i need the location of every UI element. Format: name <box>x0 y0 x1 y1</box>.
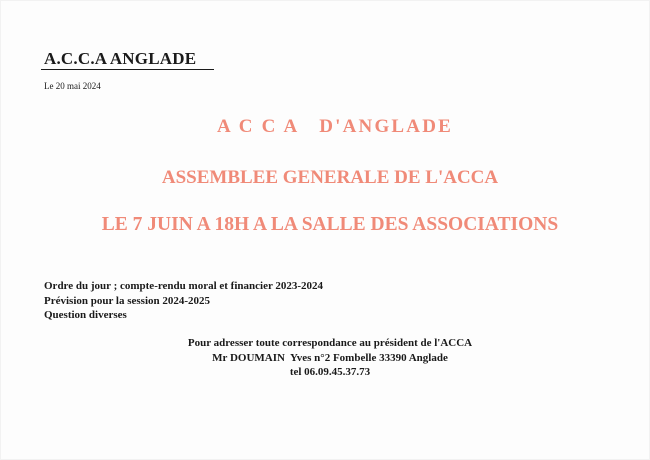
announcement-event: LE 7 JUIN A 18H A LA SALLE DES ASSOCIATIONS <box>101 214 559 235</box>
agenda-line: Ordre du jour ; compte-rendu moral et financier 2023-2024 <box>44 280 324 292</box>
agenda-block <box>44 279 323 323</box>
contact-block <box>0 336 650 380</box>
document-date: Le 20 mai 2024 <box>44 81 101 91</box>
agenda-line: Question diverses <box>44 309 127 321</box>
contact-address: Mr DOUMAIN Yves n°2 Fombelle 33390 Anglade <box>212 351 448 364</box>
agenda-line: Prévision pour la session 2024-2025 <box>44 294 211 307</box>
announcement-title: A C C A D'ANGLADE <box>216 116 454 137</box>
title-underline <box>41 69 214 70</box>
announcement-subtitle: ASSEMBLEE GENERALE DE L'ACCA <box>161 167 499 188</box>
contact-intro: Pour adresser toute correspondance au président de l'ACCA <box>187 337 473 349</box>
organization-title: A.C.C.A ANGLADE <box>44 49 197 68</box>
contact-phone: tel 06.09.45.37.73 <box>289 366 371 378</box>
